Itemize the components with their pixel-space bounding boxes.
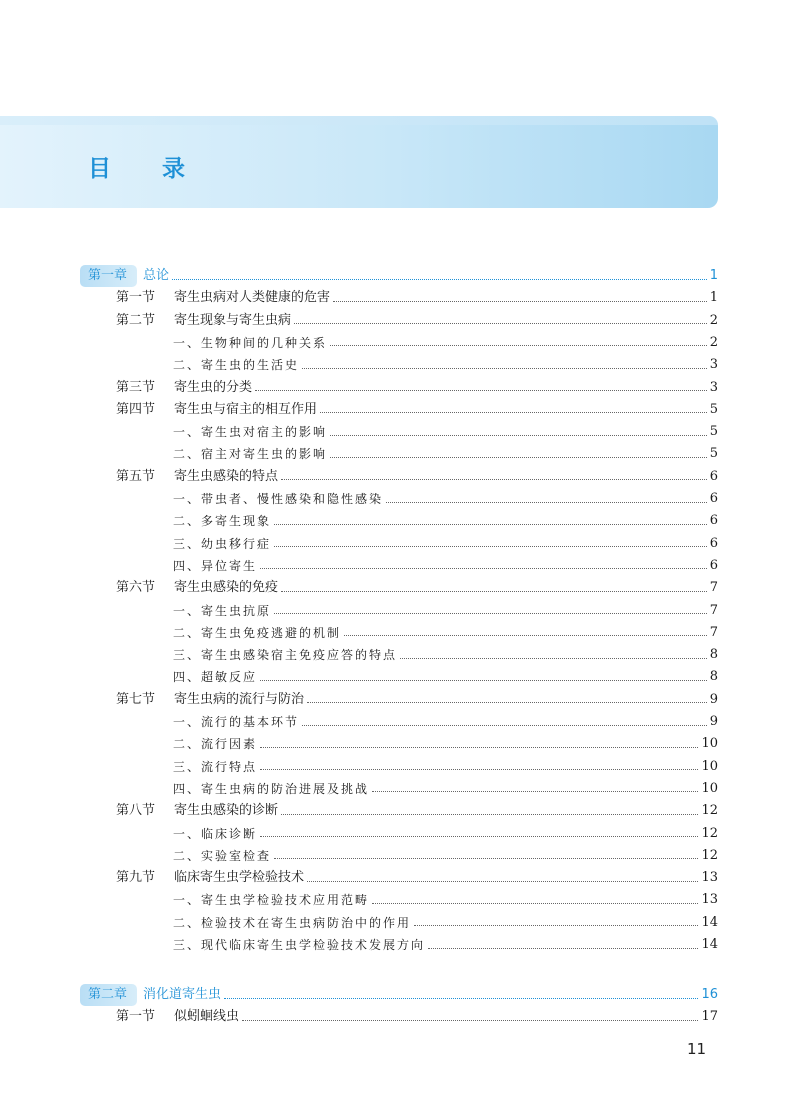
dot-leader <box>242 1020 698 1021</box>
toc-subsection-row[interactable] <box>0 757 800 777</box>
section-label: 第二节 <box>116 312 156 328</box>
section-label: 第四节 <box>116 401 156 417</box>
section-title: 临床寄生虫学检验技术 <box>174 870 305 886</box>
toc-chapter-row[interactable] <box>0 985 800 1005</box>
toc-entry-title <box>0 623 341 643</box>
section-label: 第九节 <box>116 870 156 886</box>
section-title: 寄生虫感染的诊断 <box>174 803 279 819</box>
subsection-title: 一、生物种间的几种关系 <box>173 335 328 350</box>
dot-leader <box>428 948 698 949</box>
toc-chapter-row[interactable] <box>0 266 800 286</box>
toc-page-number: 5 <box>709 424 718 440</box>
dot-leader <box>274 546 707 547</box>
toc-entry-title <box>0 846 271 866</box>
section-label: 第一节 <box>116 290 156 306</box>
dot-leader <box>274 613 707 614</box>
toc-entry-title <box>0 935 425 955</box>
toc-page-number: 8 <box>709 647 718 663</box>
toc-entry-title <box>0 378 252 398</box>
toc-subsection-row[interactable] <box>0 913 800 933</box>
toc-entry-title <box>0 757 257 777</box>
dot-leader <box>302 725 707 726</box>
section-title: 寄生虫感染的免疫 <box>174 580 279 596</box>
subsection-title: 一、寄生虫对宿主的影响 <box>173 425 328 440</box>
toc-subsection-row[interactable] <box>0 712 800 732</box>
toc-page-number: 6 <box>709 513 718 529</box>
section-label: 第七节 <box>116 691 156 707</box>
subsection-title: 二、检验技术在寄生虫病防治中的作用 <box>173 915 412 930</box>
toc-subsection-row[interactable] <box>0 333 800 353</box>
toc-entry-title <box>0 444 327 464</box>
toc-page-number: 6 <box>709 535 718 551</box>
toc-page-number: 10 <box>701 736 718 752</box>
toc-entry-title <box>0 601 271 621</box>
toc-entry-title <box>0 333 327 353</box>
toc-subsection-row[interactable] <box>0 935 800 955</box>
toc-page-number: 3 <box>709 379 718 395</box>
toc-entry-title <box>0 734 257 754</box>
toc-page-number: 7 <box>709 602 718 618</box>
subsection-title: 二、多寄生现象 <box>173 514 272 529</box>
section-title: 似蚓蛔线虫 <box>174 1009 240 1025</box>
section-label: 第一节 <box>116 1009 156 1025</box>
subsection-title: 三、流行特点 <box>173 759 258 774</box>
toc-section-row[interactable] <box>0 801 800 821</box>
toc-entry-title <box>0 868 304 888</box>
subsection-title: 一、寄生虫抗原 <box>173 603 272 618</box>
toc-page-number: 2 <box>709 312 718 328</box>
dot-leader <box>260 680 707 681</box>
toc-subsection-row[interactable] <box>0 556 800 576</box>
toc-page-number: 17 <box>701 1009 718 1025</box>
toc-subsection-row[interactable] <box>0 534 800 554</box>
toc-entry-title <box>0 288 330 308</box>
toc-page-number: 14 <box>701 937 718 952</box>
toc-section-row[interactable] <box>0 1007 800 1027</box>
dot-leader <box>330 457 707 458</box>
toc-entry-title <box>0 801 278 821</box>
chapter-title: 消化道寄生虫 <box>143 987 222 1002</box>
chapter-label: 第一章 <box>80 265 137 287</box>
toc-section-row[interactable] <box>0 467 800 487</box>
toc-entry-title <box>0 1007 239 1027</box>
toc-subsection-row[interactable] <box>0 355 800 375</box>
toc-entry-title <box>0 712 299 732</box>
dot-leader <box>386 502 707 503</box>
subsection-title: 四、异位寄生 <box>173 558 258 573</box>
dot-leader <box>281 479 707 480</box>
chapter-title: 总论 <box>143 268 170 283</box>
toc-subsection-row[interactable] <box>0 779 800 799</box>
section-title: 寄生虫病对人类健康的危害 <box>174 290 331 306</box>
dot-leader <box>333 301 707 302</box>
subsection-title: 一、流行的基本环节 <box>173 715 300 729</box>
page-number: 11 <box>687 1040 707 1058</box>
dot-leader <box>172 279 707 280</box>
dot-leader <box>372 791 698 792</box>
dot-leader <box>260 568 707 569</box>
toc-entry-title <box>0 890 369 910</box>
chapter-label: 第二章 <box>80 984 137 1006</box>
toc-subsection-row[interactable] <box>0 623 800 643</box>
toc-page-number: 3 <box>709 357 718 373</box>
dot-leader <box>344 635 707 636</box>
subsection-title: 一、寄生虫学检验技术应用范畴 <box>173 893 370 908</box>
toc-subsection-row[interactable] <box>0 601 800 621</box>
toc-page-number: 1 <box>709 290 718 306</box>
toc-entry-title <box>0 511 271 531</box>
dot-leader <box>224 998 698 999</box>
toc-page-number: 16 <box>701 987 718 1002</box>
toc-subsection-row[interactable] <box>0 734 800 754</box>
subsection-title: 三、现代临床寄生虫学检验技术发展方向 <box>173 938 426 952</box>
section-title: 寄生虫的分类 <box>174 379 253 395</box>
subsection-title: 二、寄生虫免疫逃避的机制 <box>173 625 342 640</box>
subsection-title: 一、临床诊断 <box>173 826 258 841</box>
toc-section-row[interactable] <box>0 288 800 308</box>
dot-leader <box>330 345 707 346</box>
toc-entry-title <box>0 824 257 844</box>
dot-leader <box>255 390 707 391</box>
section-label: 第五节 <box>116 468 156 484</box>
subsection-title: 二、宿主对寄生虫的影响 <box>173 447 328 462</box>
toc-page-number: 10 <box>701 780 718 796</box>
dot-leader <box>307 881 698 882</box>
subsection-title: 四、超敏反应 <box>173 670 258 685</box>
toc-entry-title <box>0 534 271 554</box>
dot-leader <box>281 591 707 592</box>
dot-leader <box>307 702 707 703</box>
subsection-title: 三、幼虫移行症 <box>173 536 272 551</box>
toc-subsection-row[interactable] <box>0 645 800 665</box>
toc-entry-title <box>80 984 221 1006</box>
section-title: 寄生虫感染的特点 <box>174 468 279 484</box>
toc-subsection-row[interactable] <box>0 422 800 442</box>
dot-leader <box>260 769 698 770</box>
toc-entry-title <box>0 556 257 576</box>
toc-entry-title <box>0 645 397 665</box>
toc-entry-title <box>0 690 304 710</box>
dot-leader <box>274 524 707 525</box>
toc-subsection-row[interactable] <box>0 667 800 687</box>
toc-page-number: 8 <box>709 669 718 685</box>
toc-subsection-row[interactable] <box>0 890 800 910</box>
toc-page-number: 12 <box>701 825 718 841</box>
dot-leader <box>302 368 707 369</box>
section-label: 第三节 <box>116 379 156 395</box>
toc-page-number: 1 <box>709 268 718 283</box>
page-title: 目 录 <box>88 156 199 182</box>
toc-page-number: 5 <box>709 446 718 462</box>
section-label: 第八节 <box>116 803 156 819</box>
toc-page-number: 10 <box>701 758 718 774</box>
toc-entry-title <box>0 913 411 933</box>
subsection-title: 一、带虫者、慢性感染和隐性感染 <box>173 492 384 506</box>
toc-page-number: 6 <box>709 557 718 573</box>
dot-leader <box>414 925 698 926</box>
toc-section-row[interactable] <box>0 690 800 710</box>
section-title: 寄生虫病的流行与防治 <box>174 691 305 707</box>
toc-page-number: 9 <box>709 691 718 707</box>
section-label: 第六节 <box>116 580 156 596</box>
toc-entry-title <box>0 422 327 442</box>
toc-subsection-row[interactable] <box>0 444 800 464</box>
toc-entry-title <box>0 355 299 375</box>
dot-leader <box>320 412 707 413</box>
dot-leader <box>400 658 707 659</box>
toc-section-row[interactable] <box>0 378 800 398</box>
dot-leader <box>330 435 707 436</box>
toc-entry-title <box>0 311 291 331</box>
toc-section-row[interactable] <box>0 578 800 598</box>
toc-subsection-row[interactable] <box>0 489 800 509</box>
toc-section-row[interactable] <box>0 868 800 888</box>
toc-page-number: 5 <box>709 401 718 417</box>
subsection-title: 二、寄生虫的生活史 <box>173 358 300 373</box>
toc-page-number: 9 <box>709 714 718 729</box>
dot-leader <box>274 858 698 859</box>
toc-page-number: 7 <box>709 580 718 596</box>
subsection-title: 二、流行因素 <box>173 737 258 752</box>
toc-page-number: 12 <box>701 803 718 819</box>
toc-entry-title <box>0 467 278 487</box>
dot-leader <box>294 323 707 324</box>
toc-page-number: 6 <box>709 491 718 506</box>
dot-leader <box>281 814 698 815</box>
toc-page-number: 6 <box>709 468 718 484</box>
toc-entry-title <box>0 400 317 420</box>
toc-section-row[interactable] <box>0 311 800 331</box>
toc-entry-title <box>0 489 383 509</box>
subsection-title: 二、实验室检查 <box>173 848 272 863</box>
toc-page-number: 12 <box>701 847 718 863</box>
toc-subsection-row[interactable] <box>0 824 800 844</box>
dot-leader <box>372 903 698 904</box>
toc-entry-title <box>0 667 257 687</box>
toc-entry-title <box>0 578 278 598</box>
subsection-title: 四、寄生虫病的防治进展及挑战 <box>173 781 370 796</box>
toc-page-number: 7 <box>709 624 718 640</box>
toc-subsection-row[interactable] <box>0 511 800 531</box>
section-title: 寄生现象与寄生虫病 <box>174 312 292 328</box>
dot-leader <box>260 747 698 748</box>
toc-page-number: 13 <box>701 870 718 886</box>
dot-leader <box>260 836 698 837</box>
toc-subsection-row[interactable] <box>0 846 800 866</box>
toc-page-number: 13 <box>701 892 718 908</box>
section-title: 寄生虫与宿主的相互作用 <box>174 401 318 417</box>
toc-section-row[interactable] <box>0 400 800 420</box>
toc-page-number: 2 <box>709 334 718 350</box>
toc-entry-title <box>0 779 369 799</box>
subsection-title: 三、寄生虫感染宿主免疫应答的特点 <box>173 648 398 663</box>
toc-page-number: 14 <box>701 914 718 930</box>
toc-entry-title <box>80 265 169 287</box>
